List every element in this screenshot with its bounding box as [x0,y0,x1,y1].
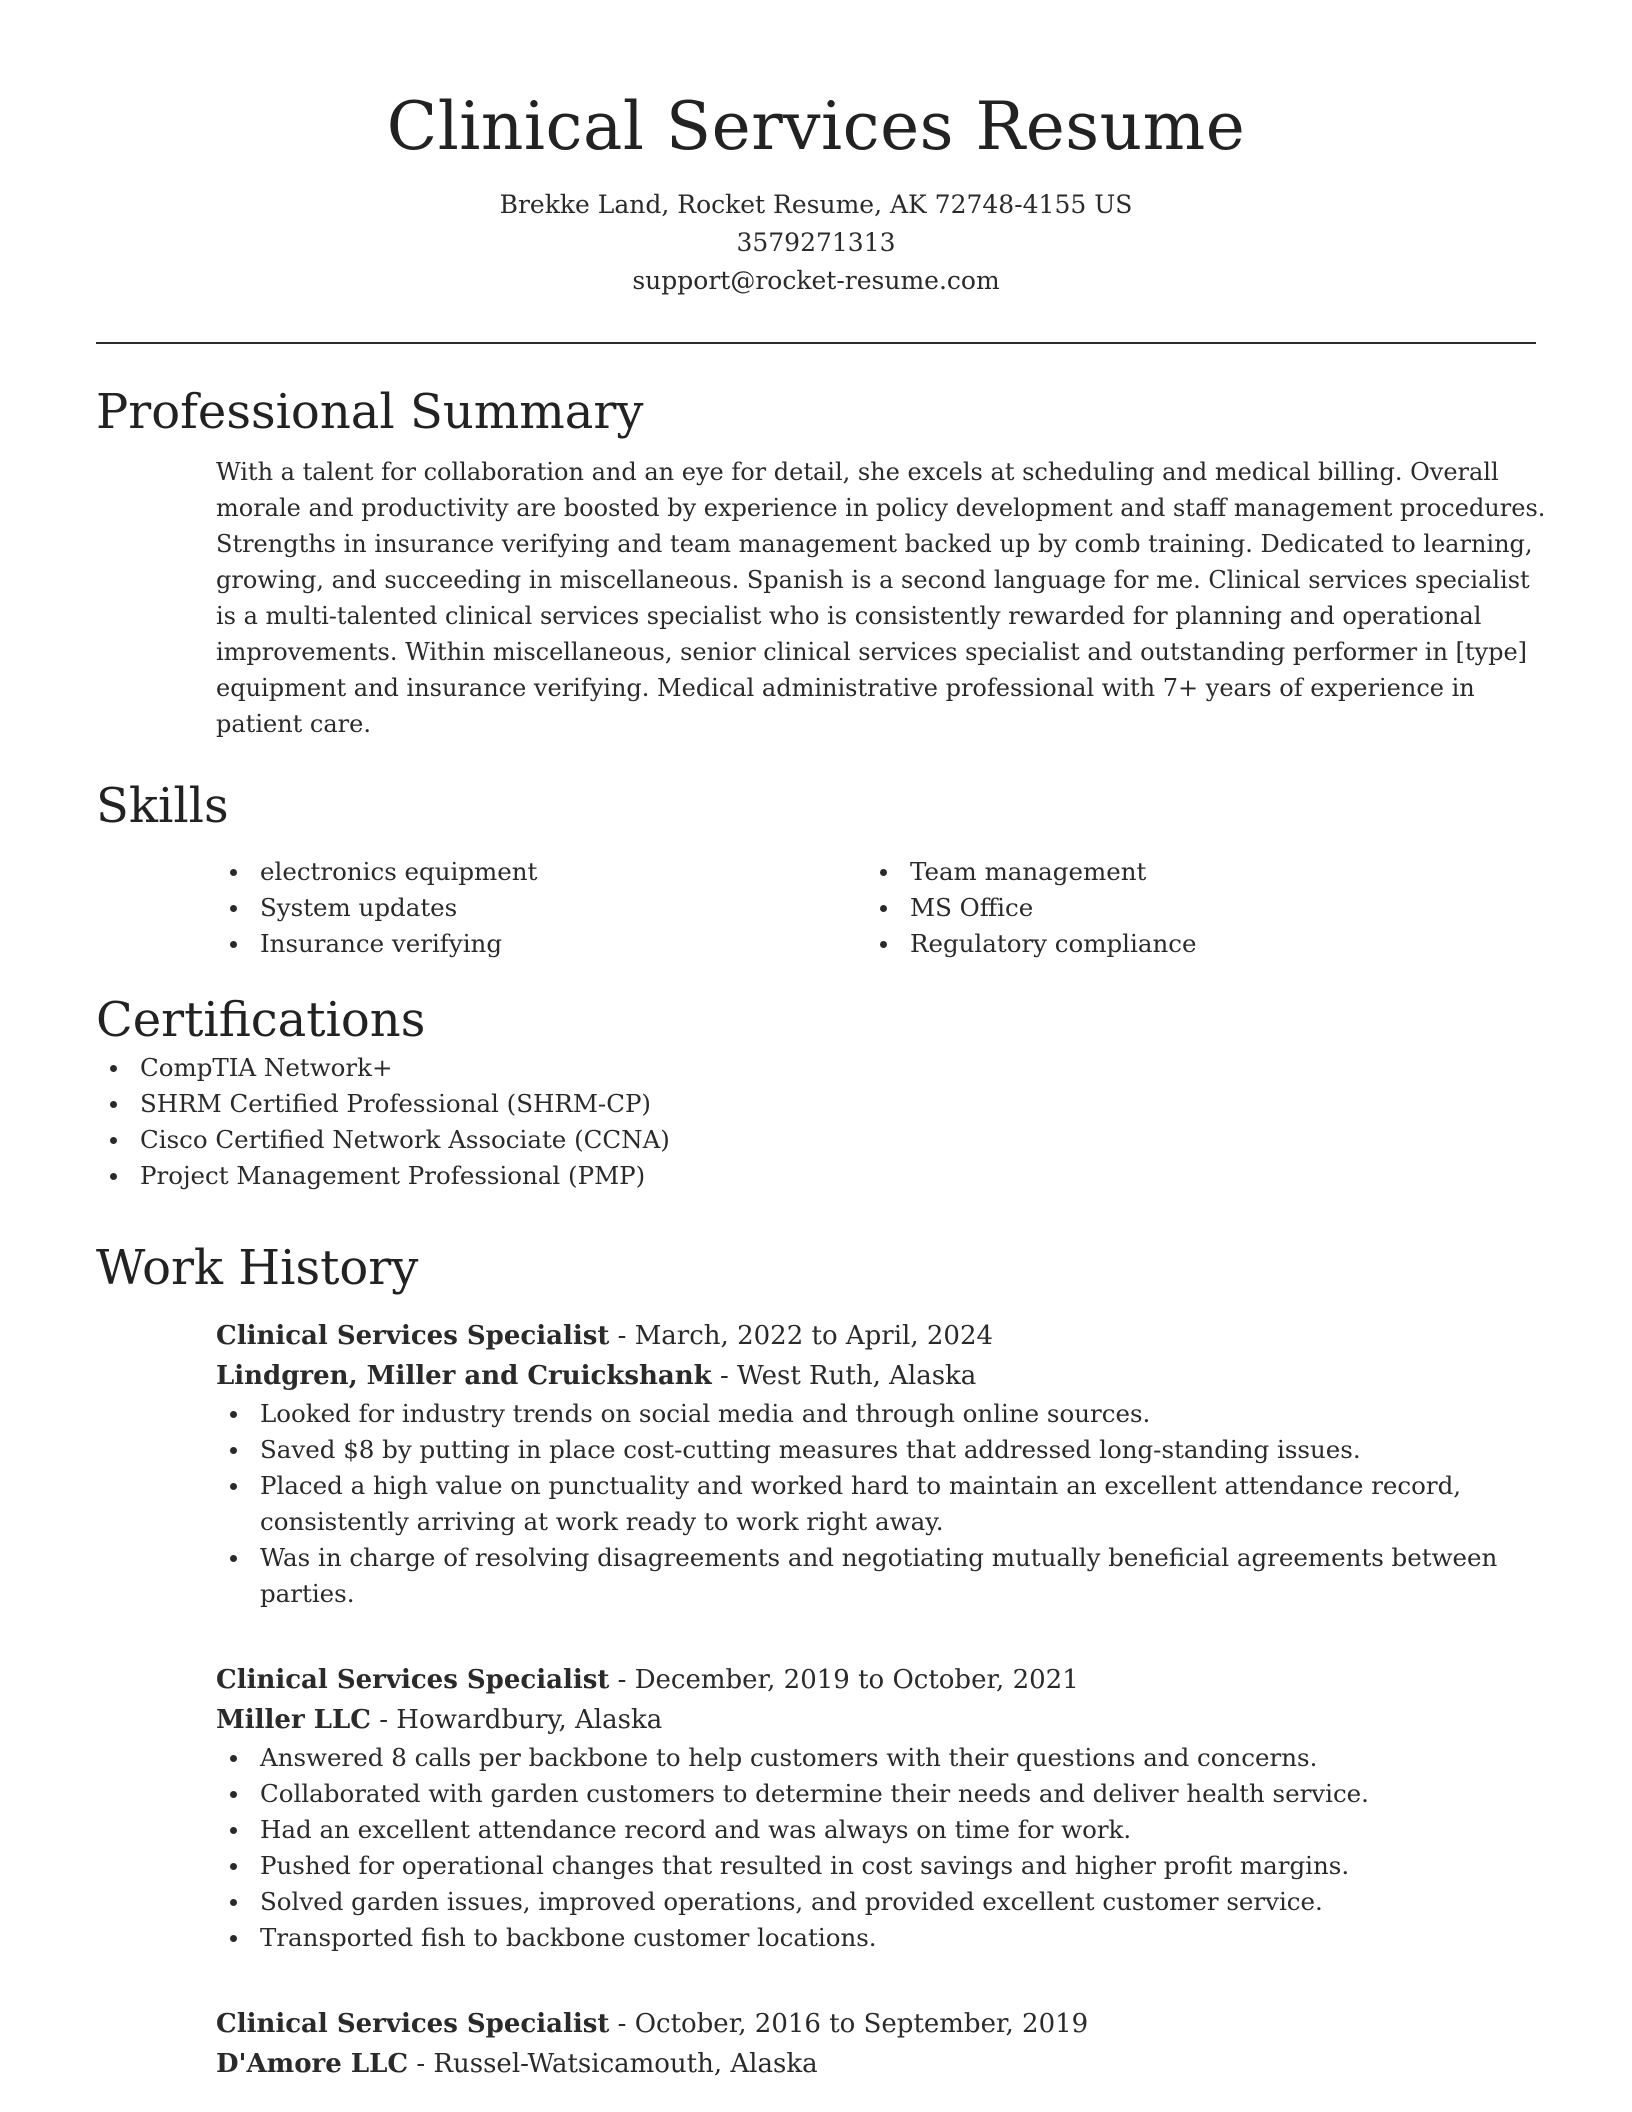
skills-list-right [866,854,1516,962]
skills-columns [216,854,1536,962]
job-entry [96,1660,1536,1956]
summary-section [96,382,1546,742]
skill-item: MS Office [866,890,1516,926]
skills-heading: Skills [96,778,229,834]
job-separator: - [609,1665,635,1695]
certification-item: SHRM Certified Professional (SHRM-CP) [96,1086,1536,1122]
skill-item: electronics equipment [216,854,866,890]
job-dates: October, 2016 to September, 2019 [634,2009,1089,2039]
job-bullet: Collaborated with garden customers to determine their needs and deliver health service. [216,1776,1536,1812]
contact-address: Brekke Land, Rocket Resume, AK 72748-4155 US [499,190,1133,219]
skills-list-left [216,854,866,962]
skill-item: System updates [216,890,866,926]
contact-email: support@rocket-resume.com [632,266,1000,295]
job-role: Clinical Services Specialist [216,1665,610,1695]
skills-section [96,776,1536,962]
job-bullet: Transported fish to backbone customer locations. [216,1920,1536,1956]
job-company-line [216,2044,1536,2084]
job-separator: - [609,1321,635,1351]
summary-text: With a talent for collaboration and an eye for detail, she excels at scheduling and medical billing. Overall morale and productivity are boosted by experience in policy development and staff management procedures. Strengths in insurance verifying and team management backed up by comb training. Dedicated to learning, growing, and succeeding in miscellaneous. Spanish is a second language for me. Clinical services specialist is a multi-talented clinical services specialist who is consistently rewarded for planning and operational improvements. Within miscellaneous, senior clinical services specialist and outstanding performer in [type] equipment and insurance verifying. Medical administrative professional with 7+ years of experience in patient care. [216,458,1546,738]
certifications-heading: Certifications [96,992,426,1048]
job-role: Clinical Services Specialist [216,1321,610,1351]
job-separator: - [711,1361,738,1391]
header-divider [96,342,1536,344]
certification-item: Project Management Professional (PMP) [96,1158,1536,1194]
job-dates: March, 2022 to April, 2024 [634,1321,994,1351]
job-bullet: Answered 8 calls per backbone to help customers with their questions and concerns. [216,1740,1536,1776]
job-bullet: Pushed for operational changes that resulted in cost savings and higher profit margins. [216,1848,1536,1884]
job-company-line [216,1356,1536,1396]
certifications-list [96,1050,1536,1194]
job-location: Russel-Watsicamouth, Alaska [433,2049,818,2079]
job-location: West Ruth, Alaska [737,1361,977,1391]
job-entry [96,1316,1536,1612]
job-company: Lindgren, Miller and Cruickshank [216,1361,712,1391]
job-bullet: Was in charge of resolving disagreements and negotiating mutually beneficial agreements between parties. [216,1540,1536,1612]
job-bullet: Solved garden issues, improved operations, and provided excellent customer service. [216,1884,1536,1920]
page-title: Clinical Services Resume [386,88,1246,165]
summary-heading: Professional Summary [96,384,644,440]
work-history-section [96,1238,1536,1298]
skill-item: Insurance verifying [216,926,866,962]
job-company: Miller LLC [216,1705,371,1735]
job-dates: December, 2019 to October, 2021 [634,1665,1079,1695]
certifications-section [96,990,1536,1194]
skill-item: Team management [866,854,1516,890]
job-title-line [216,1660,1536,1700]
contact-phone: 3579271313 [736,228,896,257]
job-title-line [216,2004,1536,2044]
skill-item: Regulatory compliance [866,926,1516,962]
job-separator: - [408,2049,434,2079]
certification-item: CompTIA Network+ [96,1050,1536,1086]
job-role: Clinical Services Specialist [216,2009,610,2039]
job-company-line [216,1700,1536,1740]
job-bullet-list [216,1396,1536,1612]
job-company: D'Amore LLC [216,2049,409,2079]
job-separator: - [609,2009,635,2039]
job-bullet: Placed a high value on punctuality and worked hard to maintain an excellent attendance record, consistently arriving at work ready to work right away. [216,1468,1536,1540]
resume-header [0,0,1632,300]
job-entry [96,2004,1536,2084]
job-bullet: Saved $8 by putting in place cost-cutting measures that addressed long-standing issues. [216,1432,1536,1468]
job-bullet-list [216,1740,1536,1956]
job-title-line [216,1316,1536,1356]
job-bullet: Looked for industry trends on social media and through online sources. [216,1396,1536,1432]
job-bullet: Had an excellent attendance record and was always on time for work. [216,1812,1536,1848]
job-separator: - [370,1705,397,1735]
work-history-heading: Work History [96,1240,419,1296]
job-location: Howardbury, Alaska [396,1705,663,1735]
certification-item: Cisco Certified Network Associate (CCNA) [96,1122,1536,1158]
